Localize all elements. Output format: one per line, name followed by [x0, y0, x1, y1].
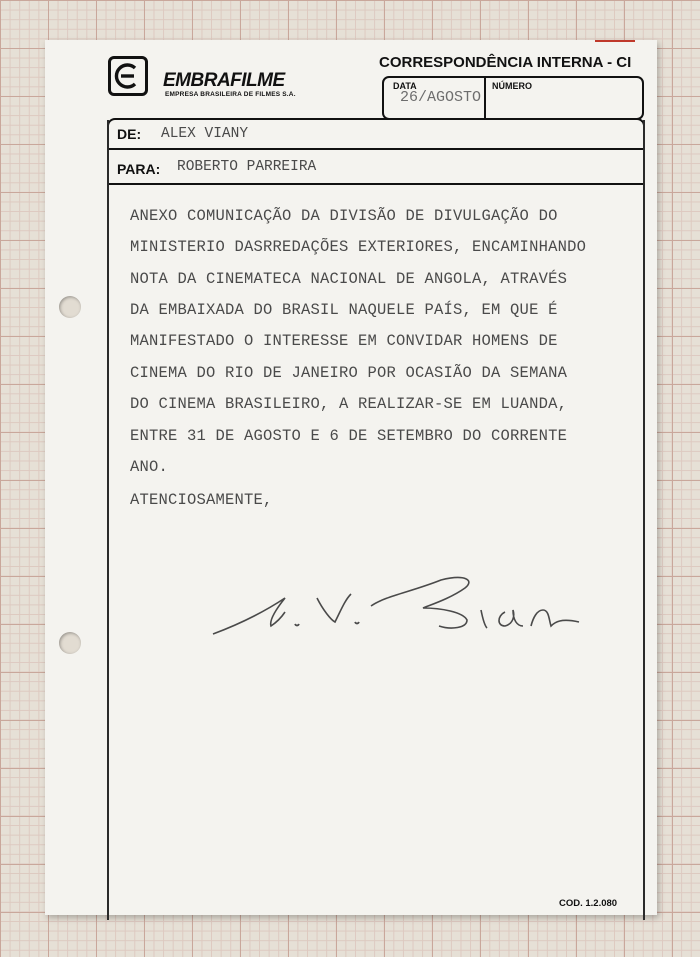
memo-sheet	[45, 40, 657, 915]
body-line: ENTRE 31 DE AGOSTO E 6 DE SETEMBRO DO CORRENTE	[130, 427, 568, 445]
form-code: COD. 1.2.080	[559, 898, 618, 909]
body-line: ANEXO COMUNICAÇÃO DA DIVISÃO DE DIVULGAÇÃO DO	[130, 207, 558, 225]
to-label: PARA:	[117, 161, 161, 177]
form-title: CORRESPONDÊNCIA INTERNA - CI	[379, 54, 632, 71]
body-line: CINEMA DO RIO DE JANEIRO POR OCASIÃO DA SEMANA	[130, 364, 568, 382]
date-value: 26/AGOSTO	[400, 89, 482, 106]
body-line: MANIFESTADO O INTERESSE EM CONVIDAR HOMENS DE	[130, 332, 558, 350]
from-label: DE:	[117, 126, 142, 142]
punch-hole-bottom	[59, 632, 81, 654]
divider-to	[107, 183, 645, 185]
closing-line: ATENCIOSAMENTE,	[130, 491, 273, 509]
body-line: NOTA DA CINEMATECA NACIONAL DE ANGOLA, ATRAVÉS	[130, 270, 568, 288]
brand-name: EMBRAFILME	[163, 70, 285, 91]
red-mark	[595, 40, 635, 42]
body-line: MINISTERIO DASRREDAÇÕES EXTERIORES, ENCAMINHANDO	[130, 238, 587, 256]
embrafilme-logo-icon	[108, 56, 148, 96]
date-divider	[484, 78, 486, 118]
divider-from	[107, 148, 645, 150]
date-label: DATA	[393, 81, 417, 91]
brand-subtitle: EMPRESA BRASILEIRA DE FILMES S.A.	[165, 91, 296, 98]
body-line: DA EMBAIXADA DO BRASIL NAQUELE PAÍS, EM QUE É	[130, 301, 558, 319]
body-line: DO CINEMA BRASILEIRO, A REALIZAR-SE EM LUANDA,	[130, 395, 568, 413]
date-number-box	[382, 76, 644, 120]
punch-hole-top	[59, 296, 81, 318]
number-label: NÚMERO	[492, 81, 532, 91]
handwritten-signature	[205, 550, 605, 640]
to-value: ROBERTO PARREIRA	[177, 159, 317, 175]
right-border	[643, 120, 645, 920]
left-border	[107, 120, 109, 920]
body-line: ANO.	[130, 458, 169, 476]
from-value: ALEX VIANY	[161, 126, 249, 142]
